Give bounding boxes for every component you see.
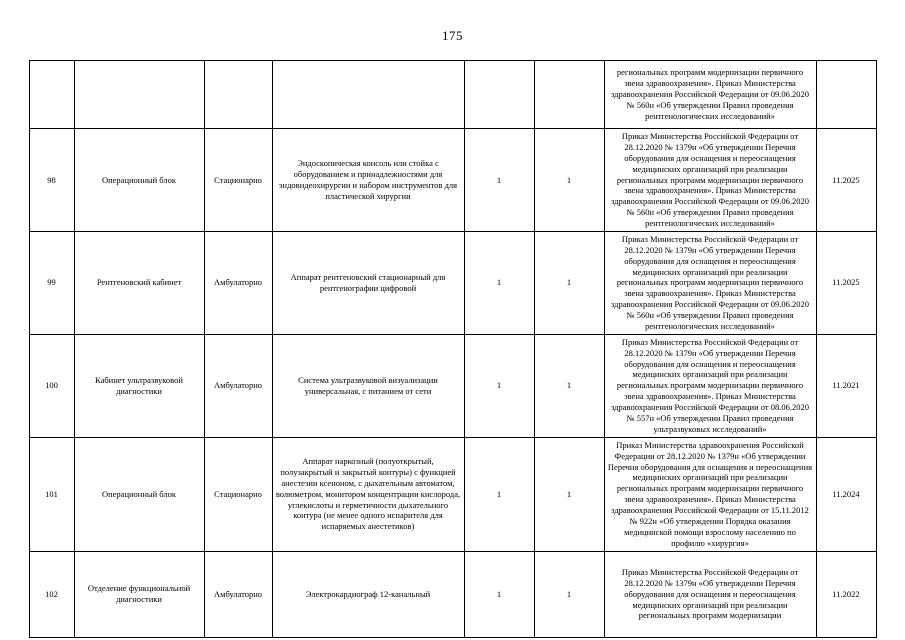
cell-department: Рентгеновский кабинет bbox=[74, 231, 204, 334]
cell-date: 11.2025 bbox=[816, 231, 876, 334]
cell-qty1: 1 bbox=[464, 437, 534, 551]
table-row bbox=[29, 437, 876, 551]
cell-equipment: Аппарат рентгеновский стационарный для рентгенографии цифровой bbox=[272, 231, 464, 334]
cell-equipment: Эндоскопическая консоль или стойка с оборудованием и принадлежностями для эндовидеохирургии и набором инструментов для пластической хирургии bbox=[272, 129, 464, 232]
cell-care-type: Амбулаторно bbox=[204, 551, 272, 637]
cell-qty2: 1 bbox=[534, 334, 604, 437]
cell-legal: Приказ Министерства Российской Федерации от 28.12.2020 № 1379н «Об утверждении Перечня оборудования для оснащения и переоснащения медицинских организаций при реализации региональных программ модернизации первичного звена здравоохранения». Приказ Министерства здравоохранения Российской Федерации от 08.06.2020 № 557н «Об утверждении Правил проведения ультразвуковых исследований» bbox=[604, 334, 816, 437]
equipment-table-body bbox=[29, 61, 876, 638]
cell-equipment: Электрокардиограф 12-канальный bbox=[272, 551, 464, 637]
cell-department bbox=[74, 61, 204, 129]
page-number: 175 bbox=[442, 28, 463, 43]
cell-legal: Приказ Министерства Российской Федерации от 28.12.2020 № 1379н «Об утверждении Перечня оборудования для оснащения и переоснащения медицинских организаций при реализации региональных программ модернизации первичного звена здравоохранения». Приказ Министерства здравоохранения Российской Федерации от 09.06.2020 № 560н «Об утверждении Правил проведения рентгенологических исследований» bbox=[604, 129, 816, 232]
cell-num: 100 bbox=[29, 334, 74, 437]
cell-date: 11.2025 bbox=[816, 129, 876, 232]
cell-equipment: Система ультразвуковой визуализации универсальная, с питанием от сети bbox=[272, 334, 464, 437]
cell-qty1: 1 bbox=[464, 129, 534, 232]
cell-care-type: Амбулаторно bbox=[204, 334, 272, 437]
cell-qty2: 1 bbox=[534, 129, 604, 232]
cell-qty2: 1 bbox=[534, 231, 604, 334]
cell-num: 99 bbox=[29, 231, 74, 334]
cell-care-type: Стационарно bbox=[204, 129, 272, 232]
table-row bbox=[29, 231, 876, 334]
cell-legal: Приказ Министерства здравоохранения Российской Федерации от 28.12.2020 № 1379н «Об утверждении Перечня оборудования для оснащения и переоснащения медицинских организаций при реализации региональных программ модернизации первичного звена здравоохранения». Приказ Министерства здравоохранения Российской Федерации от 15.11.2012 № 922н «Об утверждении Порядка оказания медицинской помощи взрослому населению по профилю «хирургия» bbox=[604, 437, 816, 551]
cell-date: 11.2022 bbox=[816, 551, 876, 637]
cell-care-type: Амбулаторно bbox=[204, 231, 272, 334]
cell-care-type: Стационарно bbox=[204, 437, 272, 551]
cell-num: 102 bbox=[29, 551, 74, 637]
cell-date: 11.2021 bbox=[816, 334, 876, 437]
cell-num: 101 bbox=[29, 437, 74, 551]
table-row bbox=[29, 334, 876, 437]
cell-qty1 bbox=[464, 61, 534, 129]
table-row bbox=[29, 129, 876, 232]
cell-qty2: 1 bbox=[534, 437, 604, 551]
cell-legal: Приказ Министерства Российской Федерации от 28.12.2020 № 1379н «Об утверждении Перечня оборудования для оснащения и переоснащения медицинских организаций при реализации региональных программ модернизации первичного звена здравоохранения». Приказ Министерства здравоохранения Российской Федерации от 09.06.2020 № 560н «Об утверждении Правил проведения рентгенологических исследований» bbox=[604, 231, 816, 334]
cell-date: 11.2024 bbox=[816, 437, 876, 551]
equipment-table bbox=[29, 60, 877, 638]
cell-date bbox=[816, 61, 876, 129]
table-row bbox=[29, 61, 876, 129]
cell-num bbox=[29, 61, 74, 129]
table-row bbox=[29, 551, 876, 637]
cell-department: Кабинет ультразвуковой диагностики bbox=[74, 334, 204, 437]
cell-equipment: Аппарат наркозный (полуоткрытый, полузакрытый и закрытый контуры) с функцией анестезии ксеноном, с дыхательным автоматом, волюметром, монитором концентрации кислорода, углекислоты и герметичности дыхательного контура (не менее одного испарителя для испаряемых анестетиков) bbox=[272, 437, 464, 551]
cell-qty1: 1 bbox=[464, 231, 534, 334]
cell-department: Отделение функциональной диагностики bbox=[74, 551, 204, 637]
cell-care-type bbox=[204, 61, 272, 129]
cell-legal: региональных программ модернизации первичного звена здравоохранения». Приказ Министерства здравоохранения Российской Федерации от 09.06.2020 № 560н «Об утверждении Правил проведения рентгенологических исследований» bbox=[604, 61, 816, 129]
cell-qty1: 1 bbox=[464, 551, 534, 637]
cell-num: 98 bbox=[29, 129, 74, 232]
cell-qty2: 1 bbox=[534, 551, 604, 637]
cell-legal: Приказ Министерства Российской Федерации от 28.12.2020 № 1379н «Об утверждении Перечня оборудования для оснащения и переоснащения медицинских организаций при реализации региональных программ модернизации bbox=[604, 551, 816, 637]
cell-equipment bbox=[272, 61, 464, 129]
cell-department: Операционный блок bbox=[74, 129, 204, 232]
cell-qty2 bbox=[534, 61, 604, 129]
cell-qty1: 1 bbox=[464, 334, 534, 437]
cell-department: Операционный блок bbox=[74, 437, 204, 551]
